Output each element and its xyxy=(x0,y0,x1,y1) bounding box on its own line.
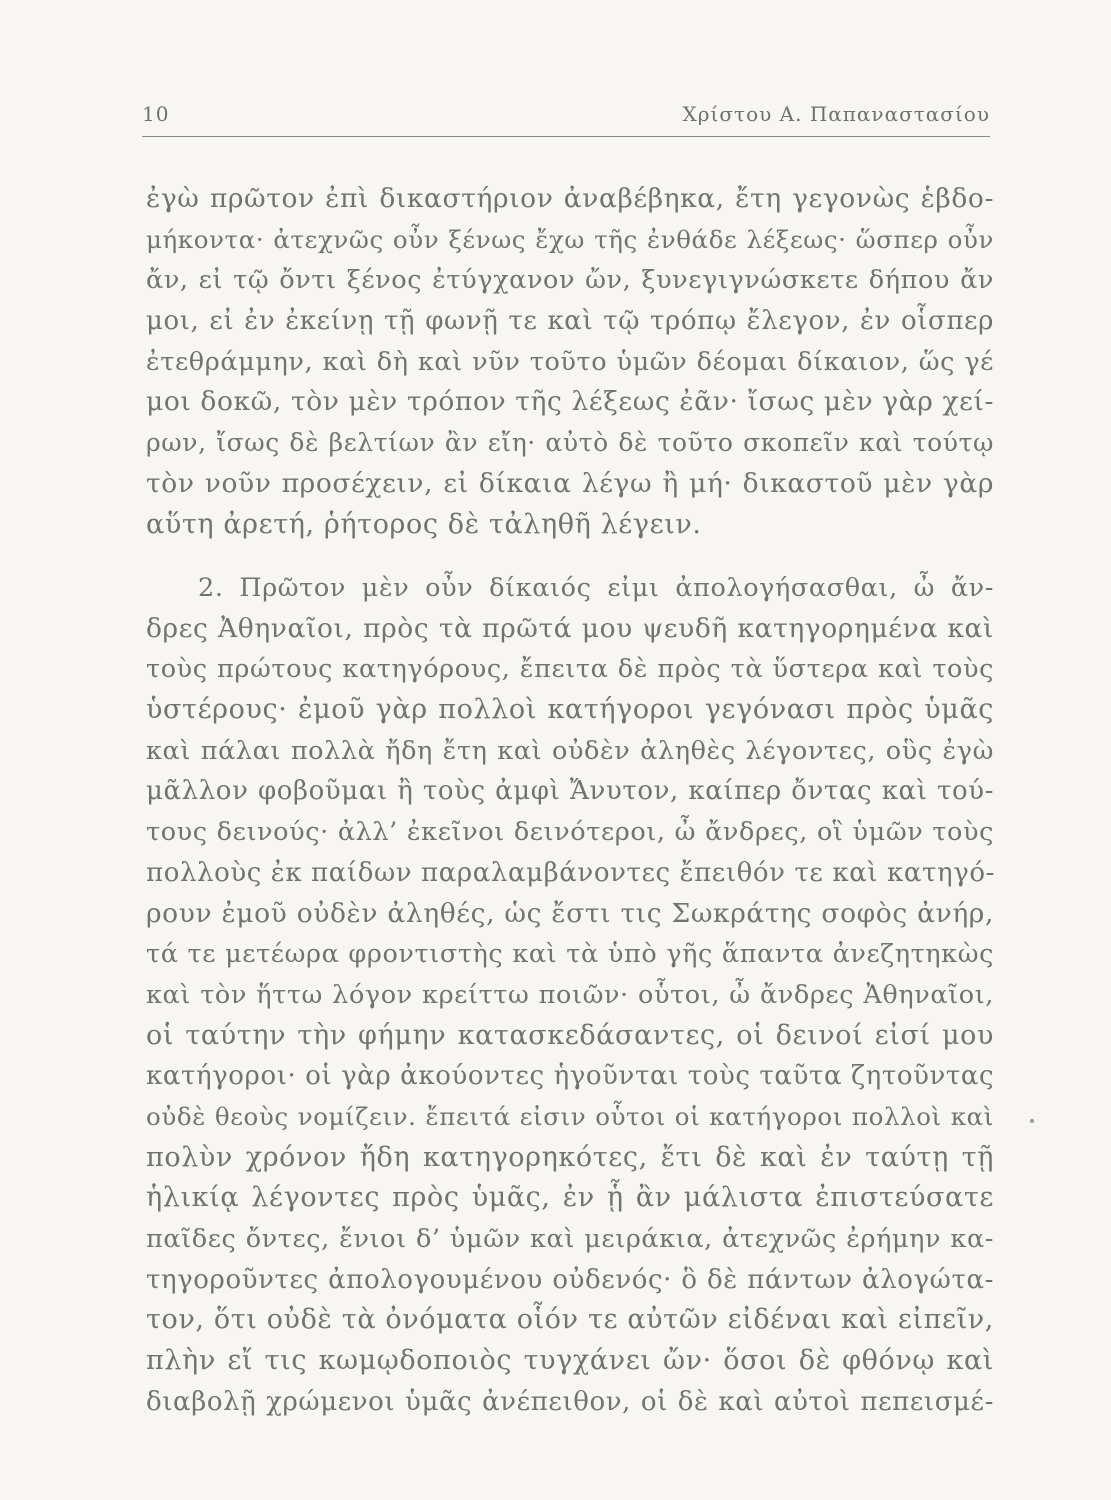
text-line: τοὺς πρώτους κατηγόρους, ἔπειτα δὲ πρὸς τὰ ὕστερα καὶ τοὺς xyxy=(146,654,994,685)
text-line: τηγοροῦντες ἀπολογουμένου οὐδενός· ὃ δὲ πάντων ἀλογώτα- xyxy=(146,1264,994,1295)
text-line: δρες Ἀθηναῖοι, πρὸς τὰ πρῶτά μου ψευδῆ κατηγορημένα καὶ xyxy=(146,612,994,644)
running-head: Χρίστου Α. Παπαναστασίου xyxy=(682,102,990,126)
text-line: ἐγὼ πρῶτον ἐπὶ δικαστήριον ἀναβέβηκα, ἔτη γεγονὼς ἑβδο- xyxy=(146,183,994,214)
text-line: καὶ τὸν ἥττω λόγον κρείττω ποιῶν· οὗτοι, ὦ ἄνδρες Ἀθηναῖοι, xyxy=(146,979,994,1010)
text-line: πολὺν χρόνον ἤδη κατηγορηκότες, ἔτι δὲ καὶ ἐν ταύτῃ τῇ xyxy=(146,1141,994,1173)
text-line: μᾶλλον φοβοῦμαι ἢ τοὺς ἀμφὶ Ἄνυτον, καίπερ ὄντας καὶ τού- xyxy=(146,776,994,807)
text-line: οὐδὲ θεοὺς νομίζειν. ἔπειτά εἰσιν οὗτοι οἱ κατήγοροι πολλοὶ καὶ xyxy=(146,1101,994,1131)
text-line: μήκοντα· ἀτεχνῶς οὖν ξένως ἔχω τῆς ἐνθάδε λέξεως· ὥσπερ οὖν xyxy=(146,224,994,254)
text-line: πολλοὺς ἐκ παίδων παραλαμβάνοντες ἔπειθόν τε καὶ κατηγό- xyxy=(146,857,995,888)
print-speck xyxy=(1030,1119,1034,1123)
page-number: 10 xyxy=(142,102,170,126)
text-line: αὕτη ἀρετή, ῥήτορος δὲ τἀληθῆ λέγειν. xyxy=(146,508,702,540)
page-header xyxy=(142,98,990,134)
text-line: τὸν νοῦν προσέχειν, εἰ δίκαια λέγω ἢ μή· δικαστοῦ μὲν γὰρ xyxy=(146,467,994,499)
text-line: διαβολῇ χρώμενοι ὑμᾶς ἀνέπειθον, οἱ δὲ καὶ αὐτοὶ πεπεισμέ- xyxy=(146,1386,994,1417)
text-line: ἄν, εἰ τῷ ὄντι ξένος ἐτύγχανον ὤν, ξυνεγιγνώσκετε δήπου ἄν xyxy=(146,265,994,296)
text-line: μοι δοκῶ, τὸν μὲν τρόπον τῆς λέξεως ἐᾶν· ἴσως μὲν γὰρ χεί- xyxy=(146,386,994,418)
text-line: τους δεινούς· ἀλλ’ ἐκεῖνοι δεινότεροι, ὦ ἄνδρες, οἳ ὑμῶν τοὺς xyxy=(146,817,994,848)
paragraph-section-2 xyxy=(146,568,994,1422)
header-rule xyxy=(142,136,990,137)
paragraph-continued xyxy=(146,179,994,545)
text-line: ρων, ἴσως δὲ βελτίων ἂν εἴη· αὐτὸ δὲ τοῦτο σκοπεῖν καὶ τούτῳ xyxy=(146,428,994,458)
text-line: παῖδες ὄντες, ἔνιοι δ’ ὑμῶν καὶ μειράκια, ἀτεχνῶς ἐρήμην κα- xyxy=(146,1224,994,1254)
text-line: 2. Πρῶτον μὲν οὖν δίκαιός εἰμι ἀπολογήσασθαι, ὦ ἄν- xyxy=(198,573,994,603)
text-line: μοι, εἰ ἐν ἐκείνῃ τῇ φωνῇ τε καὶ τῷ τρόπῳ ἔλεγον, ἐν οἷσπερ xyxy=(146,306,994,337)
text-line: κατήγοροι· οἱ γὰρ ἀκούοντες ἡγοῦνται τοὺς ταῦτα ζητοῦντας xyxy=(146,1061,995,1092)
text-line: ἐτεθράμμην, καὶ δὴ καὶ νῦν τοῦτο ὑμῶν δέομαι δίκαιον, ὥς γέ xyxy=(146,346,994,377)
text-line: καὶ πάλαι πολλὰ ἤδη ἔτη καὶ οὐδὲν ἀληθὲς λέγοντες, οὓς ἐγὼ xyxy=(146,735,994,766)
text-line: ἡλικίᾳ λέγοντες πρὸς ὑμᾶς, ἐν ᾗ ἂν μάλιστα ἐπιστεύσατε xyxy=(146,1182,994,1214)
text-line: τά τε μετέωρα φροντιστὴς καὶ τὰ ὑπὸ γῆς ἅπαντα ἀνεζητηκὼς xyxy=(146,939,994,970)
text-line: τον, ὅτι οὐδὲ τὰ ὀνόματα οἷόν τε αὐτῶν εἰδέναι καὶ εἰπεῖν, xyxy=(146,1304,994,1336)
text-line: ὑστέρους· ἐμοῦ γὰρ πολλοὶ κατήγοροι γεγόνασι πρὸς ὑμᾶς xyxy=(146,694,994,726)
text-line: οἱ ταύτην τὴν φήμην κατασκεδάσαντες, οἱ δεινοί εἰσί μου xyxy=(146,1019,994,1051)
text-line: πλὴν εἴ τις κωμῳδοποιὸς τυγχάνει ὤν· ὅσοι δὲ φθόνῳ καὶ xyxy=(146,1345,994,1377)
text-line: ρουν ἐμοῦ οὐδὲν ἀληθές, ὡς ἔστι τις Σωκράτης σοφὸς ἀνήρ, xyxy=(146,897,994,929)
